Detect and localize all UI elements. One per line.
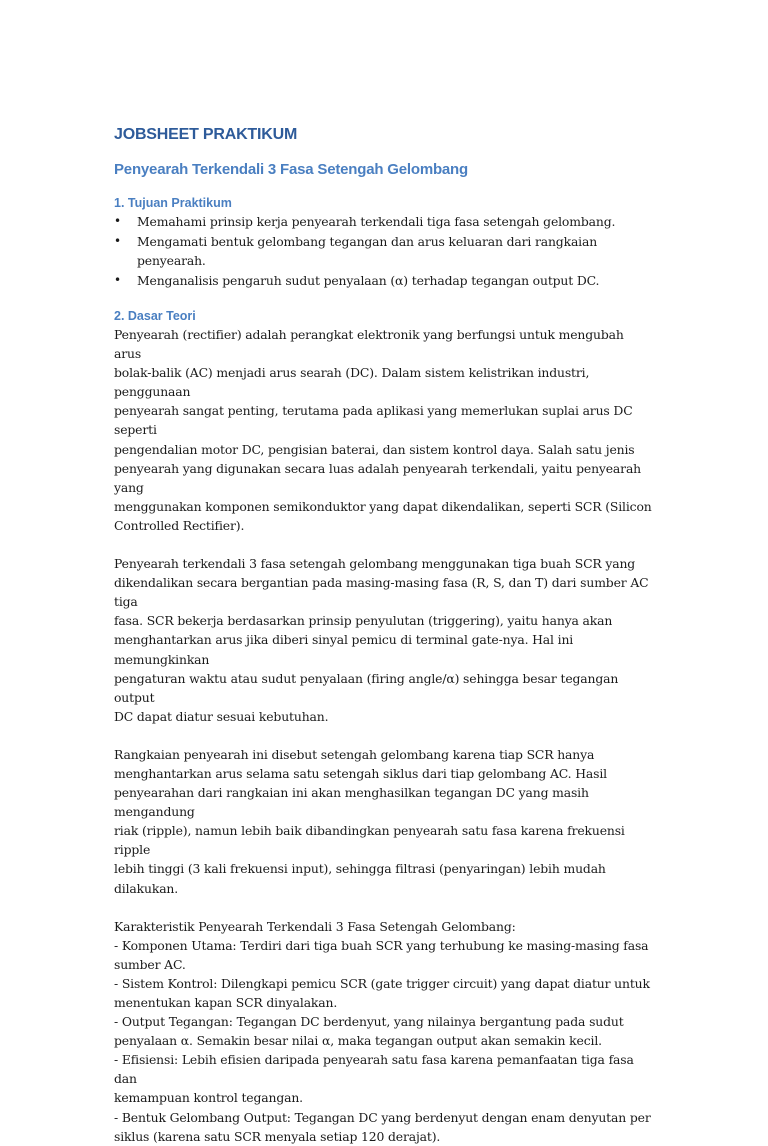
characteristic-item: - Efisiensi: Lebih efisien daripada penyearah satu fasa karena pemanfaatan tiga fasa dan kemampuan kontrol tegangan.: [114, 1052, 634, 1106]
list-item-text: Mengamati bentuk gelombang tegangan dan arus keluaran dari rangkaian penyearah.: [137, 233, 598, 268]
paragraph: Penyearah terkendali 3 fasa setengah gelombang menggunakan tiga buah SCR yang dikendalikan secara bergantian pada masing-masing fasa (R, S, dan T) dari sumber AC tiga fasa. SCR bekerja berdasarkan prinsip penyulutan (triggering), yaitu hanya akan menghantarkan arus jika diberi sinyal pemicu di terminal gate-nya. Hal ini memungkinkan pengaturan waktu atau sudut penyalaan (firing angle/α) sehingga besar tegangan output DC dapat diatur sesuai kebutuhan.: [114, 556, 649, 724]
section-heading-tujuan: 1. Tujuan Praktikum: [114, 196, 232, 210]
bullet-icon: •: [114, 233, 121, 248]
characteristic-item: - Komponen Utama: Terdiri dari tiga buah SCR yang terhubung ke masing-masing fasa sumber AC.: [114, 937, 649, 972]
paragraph: Penyearah (rectifier) adalah perangkat elektronik yang berfungsi untuk mengubah arus bolak-balik (AC) menjadi arus searah (DC). Dalam sistem kelistrikan industri, penggunaan penyearah sangat penting, terutama pada aplikasi yang memerlukan suplai arus DC seperti pengendalian motor DC, pengisian baterai, dan sistem kontrol daya. Salah satu jenis penyearah yang digunakan secara luas adalah penyearah terkendali, yaitu penyearah yang menggunakan komponen semikonduktor yang dapat dikendalikan, seperti SCR (Silicon Controlled Rectifier).: [114, 327, 652, 533]
list-item-text: Menganalisis pengaruh sudut penyalaan (α) terhadap tegangan output DC.: [137, 272, 600, 288]
list-item-text: Memahami prinsip kerja penyearah terkendali tiga fasa setengah gelombang.: [137, 214, 616, 229]
objectives-list: [114, 212, 654, 290]
characteristic-item: - Output Tegangan: Tegangan DC berdenyut, yang nilainya bergantung pada sudut penyalaan α. Semakin besar nilai α, maka tegangan output akan semakin kecil.: [114, 1014, 624, 1049]
document-page: [114, 122, 654, 1146]
document-subtitle: Penyearah Terkendali 3 Fasa Setengah Gelombang: [114, 161, 468, 178]
bullet-icon: •: [114, 272, 121, 287]
bullet-icon: •: [114, 214, 121, 228]
paragraph: Rangkaian penyearah ini disebut setengah gelombang karena tiap SCR hanya menghantarkan arus selama satu setengah siklus dari tiap gelombang AC. Hasil penyearahan dari rangkaian ini akan menghasilkan tegangan DC yang masih mengandung riak (ripple), namun lebih baik dibandingkan penyearah satu fasa karena frekuensi ripple lebih tinggi (3 kali frekuensi input), sehingga filtrasi (penyaringan) lebih mudah dilakukan.: [114, 746, 625, 896]
list-item: [114, 232, 654, 271]
list-item: [114, 271, 654, 291]
section-heading-dasar-teori: 2. Dasar Teori: [114, 309, 196, 323]
characteristics-intro: Karakteristik Penyearah Terkendali 3 Fasa Setengah Gelombang:: [114, 918, 516, 934]
characteristic-item: - Bentuk Gelombang Output: Tegangan DC yang berdenyut dengan enam denyutan per siklus (karena satu SCR menyala setiap 120 derajat).: [114, 1109, 651, 1144]
characteristics-block: [114, 917, 654, 1146]
list-item: [114, 212, 654, 232]
characteristic-item: - Sistem Kontrol: Dilengkapi pemicu SCR (gate trigger circuit) yang dapat diatur untuk menentukan kapan SCR dinyalakan.: [114, 975, 650, 1010]
document-title: JOBSHEET PRAKTIKUM: [114, 126, 298, 143]
